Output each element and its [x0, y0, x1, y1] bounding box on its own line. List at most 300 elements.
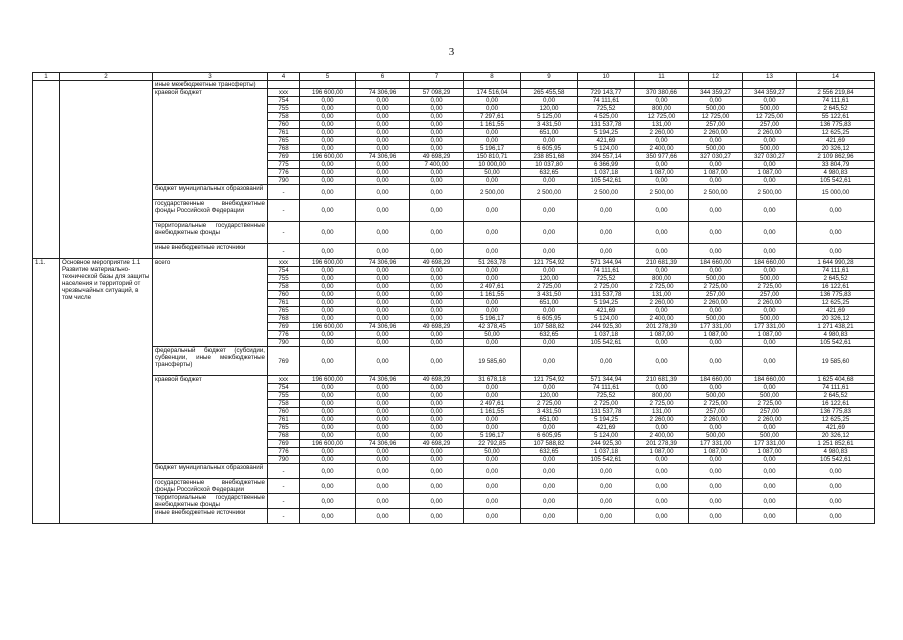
code-cell: 761 [268, 129, 300, 137]
value-cell: 0,00 [300, 339, 356, 347]
value-cell: 0,00 [300, 267, 356, 275]
value-cell: 74 111,61 [578, 384, 635, 392]
value-cell: 0,00 [410, 200, 464, 222]
value-cell: 0,00 [410, 185, 464, 200]
value-cell: 16 122,61 [797, 400, 875, 408]
value-cell: 344 359,27 [743, 89, 797, 97]
value-cell: 0,00 [356, 479, 410, 494]
value-cell [689, 81, 743, 89]
value-cell: 421,69 [578, 137, 635, 145]
value-cell: 1 644 990,28 [797, 259, 875, 267]
value-cell: 0,00 [356, 299, 410, 307]
value-cell: 5 125,00 [521, 113, 578, 121]
value-cell: 0,00 [743, 464, 797, 479]
value-cell: 500,00 [743, 145, 797, 153]
value-cell: 2 725,00 [689, 283, 743, 291]
code-cell: ххх [268, 259, 300, 267]
value-cell: 16 122,61 [797, 283, 875, 291]
value-cell: 2 260,00 [635, 416, 689, 424]
header-cell: 13 [743, 73, 797, 81]
value-cell: 0,00 [635, 200, 689, 222]
value-cell: 1 037,18 [578, 169, 635, 177]
value-cell: 49 698,29 [410, 323, 464, 331]
value-cell: 19 585,60 [464, 347, 521, 376]
value-cell: 105 542,61 [797, 339, 875, 347]
value-cell [743, 81, 797, 89]
value-cell: 500,00 [743, 105, 797, 113]
value-cell: 0,00 [300, 185, 356, 200]
item-name: Основное мероприятие 1.1 Развитие материально-технической базы для защиты населения и территорий от чрезвычайных ситуаций, в том числе [60, 259, 153, 524]
code-cell: 761 [268, 416, 300, 424]
header-cell: 11 [635, 73, 689, 81]
value-cell: 0,00 [689, 244, 743, 259]
code-cell: - [268, 509, 300, 524]
value-cell: 0,00 [356, 97, 410, 105]
value-cell: 210 681,39 [635, 376, 689, 384]
value-cell: 0,00 [356, 408, 410, 416]
value-cell: 0,00 [410, 494, 464, 509]
value-cell: 421,69 [797, 137, 875, 145]
code-cell: ххх [268, 89, 300, 97]
value-cell: 0,00 [464, 464, 521, 479]
value-cell: 0,00 [410, 169, 464, 177]
value-cell: 0,00 [356, 267, 410, 275]
value-cell: 0,00 [521, 200, 578, 222]
code-cell: 769 [268, 347, 300, 376]
code-cell: 754 [268, 384, 300, 392]
table-row [33, 222, 875, 244]
value-cell: 0,00 [410, 113, 464, 121]
value-cell: 500,00 [689, 145, 743, 153]
value-cell: 74 306,96 [356, 259, 410, 267]
value-cell [635, 81, 689, 89]
table-row [33, 200, 875, 222]
value-cell: 0,00 [300, 121, 356, 129]
value-cell: 0,00 [410, 416, 464, 424]
value-cell: 1 271 438,21 [797, 323, 875, 331]
code-cell: 754 [268, 97, 300, 105]
funding-source: краевой бюджет [153, 376, 268, 464]
value-cell: 0,00 [300, 416, 356, 424]
value-cell: 0,00 [464, 244, 521, 259]
value-cell: 244 925,30 [578, 440, 635, 448]
funding-source: бюджет муниципальных образований [153, 185, 268, 200]
value-cell: 1 251 852,61 [797, 440, 875, 448]
value-cell: 800,00 [635, 275, 689, 283]
value-cell: 0,00 [300, 169, 356, 177]
value-cell: 0,00 [743, 137, 797, 145]
value-cell: 2 400,00 [635, 315, 689, 323]
value-cell: 0,00 [300, 424, 356, 432]
value-cell: 0,00 [578, 200, 635, 222]
value-cell: 0,00 [410, 384, 464, 392]
value-cell: 0,00 [410, 347, 464, 376]
value-cell: 0,00 [300, 392, 356, 400]
value-cell: 0,00 [689, 267, 743, 275]
value-cell: 0,00 [300, 145, 356, 153]
value-cell: 0,00 [410, 392, 464, 400]
value-cell: 4 980,83 [797, 331, 875, 339]
value-cell: 74 306,96 [356, 323, 410, 331]
value-cell: 327 030,27 [689, 153, 743, 161]
value-cell: 0,00 [578, 464, 635, 479]
funding-source: иные внебюджетные источники [153, 244, 268, 259]
code-cell: 768 [268, 315, 300, 323]
value-cell: 2 725,00 [521, 400, 578, 408]
table-row [33, 509, 875, 524]
value-cell: 20 326,12 [797, 315, 875, 323]
value-cell: 2 109 862,96 [797, 153, 875, 161]
value-cell: 131,00 [635, 291, 689, 299]
value-cell: 0,00 [578, 479, 635, 494]
table-row [33, 479, 875, 494]
value-cell: 0,00 [410, 456, 464, 464]
value-cell: 725,52 [578, 275, 635, 283]
value-cell: 0,00 [521, 347, 578, 376]
value-cell: 2 725,00 [635, 283, 689, 291]
value-cell [464, 81, 521, 89]
value-cell: 184 660,00 [689, 376, 743, 384]
value-cell: 4 525,00 [578, 113, 635, 121]
value-cell: 0,00 [689, 464, 743, 479]
value-cell: 0,00 [300, 137, 356, 145]
funding-source: государственные внебюджетные фонды Российской Федерации [153, 200, 268, 222]
value-cell: 1 087,00 [635, 169, 689, 177]
value-cell: 0,00 [464, 384, 521, 392]
header-cell: 12 [689, 73, 743, 81]
value-cell: 725,52 [578, 392, 635, 400]
value-cell: 0,00 [356, 494, 410, 509]
value-cell: 0,00 [464, 200, 521, 222]
value-cell: 0,00 [356, 432, 410, 440]
value-cell: 500,00 [689, 315, 743, 323]
item-name [60, 81, 153, 259]
value-cell: 0,00 [356, 161, 410, 169]
value-cell: 105 542,61 [578, 456, 635, 464]
value-cell: 571 344,94 [578, 376, 635, 384]
value-cell: 2 500,00 [578, 185, 635, 200]
value-cell: 257,00 [743, 121, 797, 129]
value-cell: 0,00 [300, 408, 356, 416]
code-cell: 761 [268, 299, 300, 307]
value-cell: 50,00 [464, 169, 521, 177]
value-cell: 1 161,55 [464, 121, 521, 129]
value-cell: 2 497,61 [464, 283, 521, 291]
value-cell: 74 306,96 [356, 153, 410, 161]
value-cell: 0,00 [300, 315, 356, 323]
page-number: 3 [448, 46, 455, 58]
value-cell: 0,00 [743, 509, 797, 524]
value-cell: 0,00 [464, 424, 521, 432]
value-cell: 6 366,99 [578, 161, 635, 169]
value-cell: 0,00 [464, 97, 521, 105]
value-cell: 0,00 [300, 456, 356, 464]
value-cell: 0,00 [356, 244, 410, 259]
value-cell: 22 792,85 [464, 440, 521, 448]
value-cell: 0,00 [410, 177, 464, 185]
value-cell: 421,69 [578, 424, 635, 432]
value-cell: 571 344,94 [578, 259, 635, 267]
code-cell: ххх [268, 376, 300, 384]
value-cell: 244 925,30 [578, 323, 635, 331]
value-cell: 725,52 [578, 105, 635, 113]
value-cell: 0,00 [635, 384, 689, 392]
code-cell: - [268, 479, 300, 494]
value-cell: 74 306,96 [356, 89, 410, 97]
value-cell: 174 516,04 [464, 89, 521, 97]
header-cell: 7 [410, 73, 464, 81]
value-cell: 105 542,61 [797, 177, 875, 185]
code-cell: - [268, 464, 300, 479]
value-cell: 10 000,00 [464, 161, 521, 169]
value-cell: 12 625,25 [797, 299, 875, 307]
value-cell: 632,65 [521, 448, 578, 456]
value-cell: 0,00 [689, 347, 743, 376]
value-cell: 344 359,27 [689, 89, 743, 97]
value-cell: 120,00 [521, 105, 578, 113]
table-row [33, 464, 875, 479]
value-cell: 500,00 [743, 315, 797, 323]
value-cell: 12 725,00 [635, 113, 689, 121]
value-cell: 49 698,29 [410, 259, 464, 267]
value-cell: 1 087,00 [635, 331, 689, 339]
value-cell: 7 297,61 [464, 113, 521, 121]
value-cell: 0,00 [689, 494, 743, 509]
code-cell: 776 [268, 448, 300, 456]
value-cell: 0,00 [743, 307, 797, 315]
value-cell: 3 431,50 [521, 121, 578, 129]
value-cell: 0,00 [797, 494, 875, 509]
value-cell: 0,00 [300, 347, 356, 376]
value-cell: 0,00 [356, 177, 410, 185]
table-body [33, 73, 875, 524]
table-row [33, 81, 875, 89]
value-cell: 0,00 [300, 113, 356, 121]
value-cell: 0,00 [464, 275, 521, 283]
code-cell: - [268, 222, 300, 244]
value-cell: 0,00 [635, 509, 689, 524]
value-cell: 0,00 [743, 161, 797, 169]
value-cell: 5 124,00 [578, 145, 635, 153]
code-cell: 758 [268, 283, 300, 291]
value-cell: 0,00 [635, 339, 689, 347]
value-cell: 15 000,00 [797, 185, 875, 200]
code-cell: 775 [268, 161, 300, 169]
value-cell: 0,00 [356, 275, 410, 283]
value-cell: 2 400,00 [635, 145, 689, 153]
value-cell: 0,00 [635, 137, 689, 145]
value-cell: 0,00 [356, 331, 410, 339]
value-cell: 1 087,00 [743, 448, 797, 456]
code-cell: 769 [268, 153, 300, 161]
value-cell: 121 754,92 [521, 376, 578, 384]
value-cell: 0,00 [521, 479, 578, 494]
header-cell: 9 [521, 73, 578, 81]
value-cell: 0,00 [464, 392, 521, 400]
value-cell: 0,00 [689, 222, 743, 244]
value-cell: 0,00 [689, 177, 743, 185]
value-cell: 632,65 [521, 331, 578, 339]
value-cell: 0,00 [356, 315, 410, 323]
value-cell: 74 111,61 [797, 267, 875, 275]
value-cell: 0,00 [635, 267, 689, 275]
value-cell: 421,69 [797, 424, 875, 432]
value-cell: 131,00 [635, 408, 689, 416]
code-cell: 760 [268, 121, 300, 129]
value-cell: 49 698,29 [410, 376, 464, 384]
header-cell: 4 [268, 73, 300, 81]
value-cell: 0,00 [521, 97, 578, 105]
value-cell: 0,00 [521, 464, 578, 479]
header-cell: 10 [578, 73, 635, 81]
value-cell: 0,00 [635, 222, 689, 244]
code-cell: 768 [268, 145, 300, 153]
value-cell: 0,00 [743, 494, 797, 509]
value-cell: 0,00 [410, 105, 464, 113]
value-cell: 0,00 [521, 509, 578, 524]
value-cell: 0,00 [300, 291, 356, 299]
value-cell: 2 260,00 [689, 416, 743, 424]
value-cell: 3 431,50 [521, 408, 578, 416]
funding-source: территориальные государственные внебюджетные фонды [153, 494, 268, 509]
value-cell: 3 431,50 [521, 291, 578, 299]
item-number [33, 81, 60, 259]
value-cell: 2 725,00 [521, 283, 578, 291]
value-cell: 1 087,00 [743, 169, 797, 177]
table-row [33, 376, 875, 384]
value-cell: 0,00 [410, 291, 464, 299]
value-cell: 370 380,66 [635, 89, 689, 97]
value-cell: 10 037,80 [521, 161, 578, 169]
value-cell: 0,00 [300, 105, 356, 113]
value-cell: 800,00 [635, 392, 689, 400]
value-cell: 2 260,00 [743, 299, 797, 307]
value-cell: 0,00 [635, 161, 689, 169]
code-cell: 755 [268, 105, 300, 113]
header-cell: 3 [153, 73, 268, 81]
value-cell: 6 605,95 [521, 145, 578, 153]
value-cell: 0,00 [356, 448, 410, 456]
value-cell: 33 804,79 [797, 161, 875, 169]
value-cell: 0,00 [689, 307, 743, 315]
header-cell: 6 [356, 73, 410, 81]
value-cell: 50,00 [464, 448, 521, 456]
value-cell: 74 306,96 [356, 376, 410, 384]
code-cell: 760 [268, 291, 300, 299]
value-cell: 421,69 [797, 307, 875, 315]
value-cell: 0,00 [743, 456, 797, 464]
value-cell: 0,00 [464, 479, 521, 494]
value-cell: 0,00 [743, 347, 797, 376]
value-cell: 196 600,00 [300, 89, 356, 97]
value-cell: 651,00 [521, 299, 578, 307]
value-cell: 0,00 [410, 331, 464, 339]
value-cell: 0,00 [635, 347, 689, 376]
value-cell: 0,00 [410, 424, 464, 432]
value-cell: 0,00 [356, 169, 410, 177]
value-cell: 5 196,17 [464, 432, 521, 440]
value-cell: 0,00 [356, 105, 410, 113]
value-cell: 49 698,29 [410, 153, 464, 161]
value-cell: 5 196,17 [464, 315, 521, 323]
value-cell: 0,00 [521, 244, 578, 259]
code-cell: - [268, 200, 300, 222]
value-cell: 49 698,29 [410, 440, 464, 448]
value-cell: 0,00 [743, 339, 797, 347]
value-cell: 19 585,60 [797, 347, 875, 376]
value-cell: 421,69 [578, 307, 635, 315]
value-cell: 0,00 [410, 448, 464, 456]
value-cell: 105 542,61 [797, 456, 875, 464]
value-cell: 1 625 404,68 [797, 376, 875, 384]
value-cell: 0,00 [356, 424, 410, 432]
value-cell [578, 81, 635, 89]
value-cell: 196 600,00 [300, 323, 356, 331]
value-cell: 500,00 [689, 105, 743, 113]
value-cell: 0,00 [521, 267, 578, 275]
budget-table [32, 72, 875, 524]
value-cell: 0,00 [635, 479, 689, 494]
value-cell: 50,00 [464, 331, 521, 339]
value-cell: 12 725,00 [689, 113, 743, 121]
value-cell: 5 194,25 [578, 416, 635, 424]
value-cell: 0,00 [300, 200, 356, 222]
code-cell: 765 [268, 307, 300, 315]
value-cell: 121 754,92 [521, 259, 578, 267]
value-cell: 177 331,00 [743, 440, 797, 448]
value-cell: 2 500,00 [689, 185, 743, 200]
table-row [33, 494, 875, 509]
value-cell: 632,65 [521, 169, 578, 177]
value-cell: 55 122,61 [797, 113, 875, 121]
value-cell: 196 600,00 [300, 259, 356, 267]
value-cell: 0,00 [300, 400, 356, 408]
value-cell: 0,00 [521, 307, 578, 315]
value-cell: 0,00 [300, 464, 356, 479]
value-cell: 1 087,00 [635, 448, 689, 456]
value-cell: 5 124,00 [578, 315, 635, 323]
value-cell: 5 196,17 [464, 145, 521, 153]
value-cell: 0,00 [300, 283, 356, 291]
value-cell: 51 263,78 [464, 259, 521, 267]
value-cell: 0,00 [635, 424, 689, 432]
value-cell: 0,00 [356, 392, 410, 400]
value-cell: 107 588,82 [521, 440, 578, 448]
value-cell: 350 977,66 [635, 153, 689, 161]
value-cell: 0,00 [356, 307, 410, 315]
value-cell: 0,00 [300, 307, 356, 315]
value-cell: 131 537,78 [578, 291, 635, 299]
value-cell: 500,00 [743, 432, 797, 440]
value-cell: 0,00 [300, 509, 356, 524]
value-cell: 2 725,00 [743, 400, 797, 408]
value-cell: 0,00 [743, 267, 797, 275]
value-cell: 196 600,00 [300, 376, 356, 384]
value-cell: 2 260,00 [635, 129, 689, 137]
value-cell: 327 030,27 [743, 153, 797, 161]
value-cell: 0,00 [797, 509, 875, 524]
value-cell: 0,00 [689, 479, 743, 494]
value-cell: 1 037,18 [578, 331, 635, 339]
value-cell: 0,00 [578, 222, 635, 244]
code-cell: 758 [268, 400, 300, 408]
value-cell: 0,00 [521, 424, 578, 432]
code-cell: 760 [268, 408, 300, 416]
value-cell: 0,00 [410, 479, 464, 494]
value-cell [521, 81, 578, 89]
value-cell: 0,00 [521, 456, 578, 464]
value-cell: 2 260,00 [743, 129, 797, 137]
